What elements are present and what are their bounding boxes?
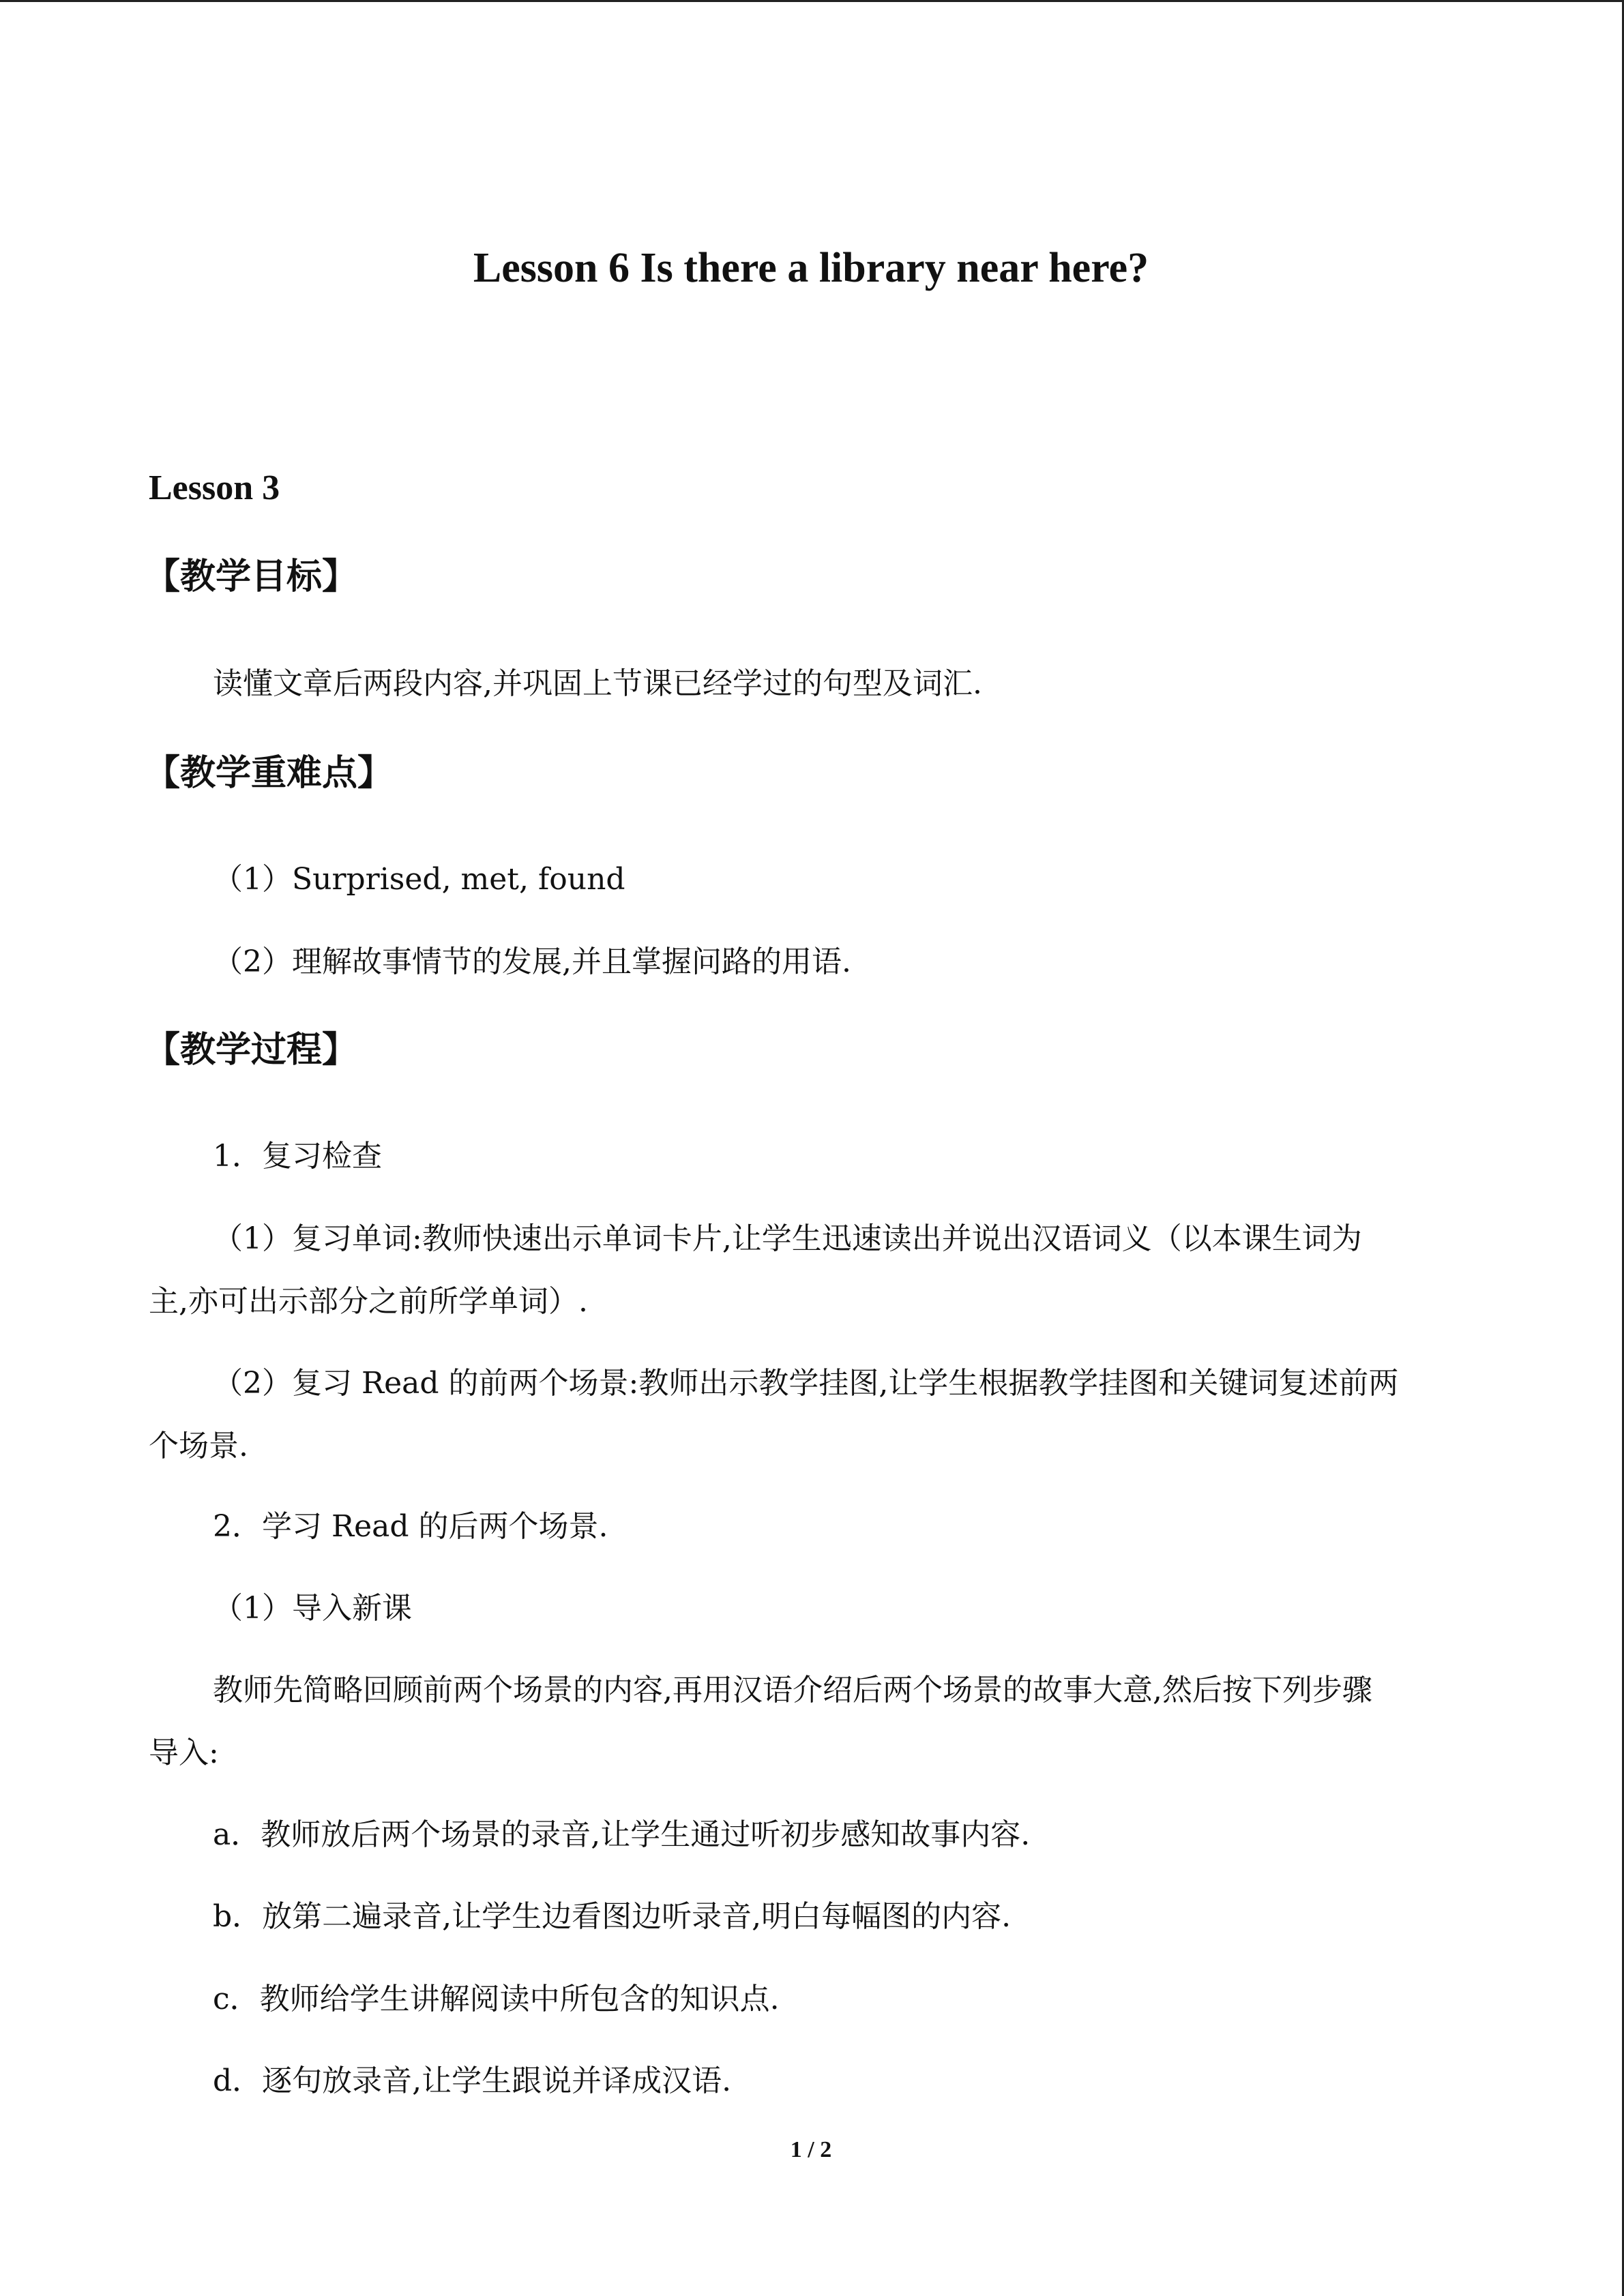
item-b: b．放第二遍录音,让学生边看图边听录音,明白每幅图的内容. <box>213 1899 1012 1934</box>
key-point-1: （1）Surprised, met, found <box>213 862 625 897</box>
item-d: d．逐句放录音,让学生跟说并译成汉语. <box>213 2063 732 2098</box>
item-a: a．教师放后两个场景的录音,让学生通过听初步感知故事内容. <box>213 1817 1031 1852</box>
step-1-2-line1: （2）复习 Read 的前两个场景:教师出示教学挂图,让学生根据教学挂图和关键词复述前两 <box>213 1366 1399 1401</box>
objectives-text: 读懂文章后两段内容,并巩固上节课已经学过的句型及词汇. <box>213 666 982 701</box>
key-point-2: （2）理解故事情节的发展,并且掌握问路的用语. <box>213 944 851 979</box>
intro-line2: 导入: <box>149 1735 219 1770</box>
step-2-1: （1）导入新课 <box>213 1591 412 1626</box>
step-2: 2．学习 Read 的后两个场景. <box>213 1509 608 1544</box>
document-title: Lesson 6 Is there a library near here? <box>473 245 1149 291</box>
step-1: 1．复习检查 <box>213 1139 382 1174</box>
process-heading: 【教学过程】 <box>145 1030 358 1071</box>
item-c: c．教师给学生讲解阅读中所包含的知识点. <box>213 1982 780 2016</box>
objectives-heading: 【教学目标】 <box>145 556 358 597</box>
step-1-1-line1: （1）复习单词:教师快速出示单词卡片,让学生迅速读出并说出汉语词义（以本课生词为 <box>213 1221 1362 1256</box>
step-1-2-line2: 个场景. <box>149 1429 248 1463</box>
intro-line1: 教师先简略回顾前两个场景的内容,再用汉语介绍后两个场景的故事大意,然后按下列步骤 <box>213 1673 1372 1708</box>
key-points-heading: 【教学重难点】 <box>145 753 394 794</box>
lesson-label: Lesson 3 <box>149 468 280 507</box>
step-1-1-line2: 主,亦可出示部分之前所学单词）. <box>149 1284 588 1319</box>
page-number: 1 / 2 <box>790 2137 832 2162</box>
